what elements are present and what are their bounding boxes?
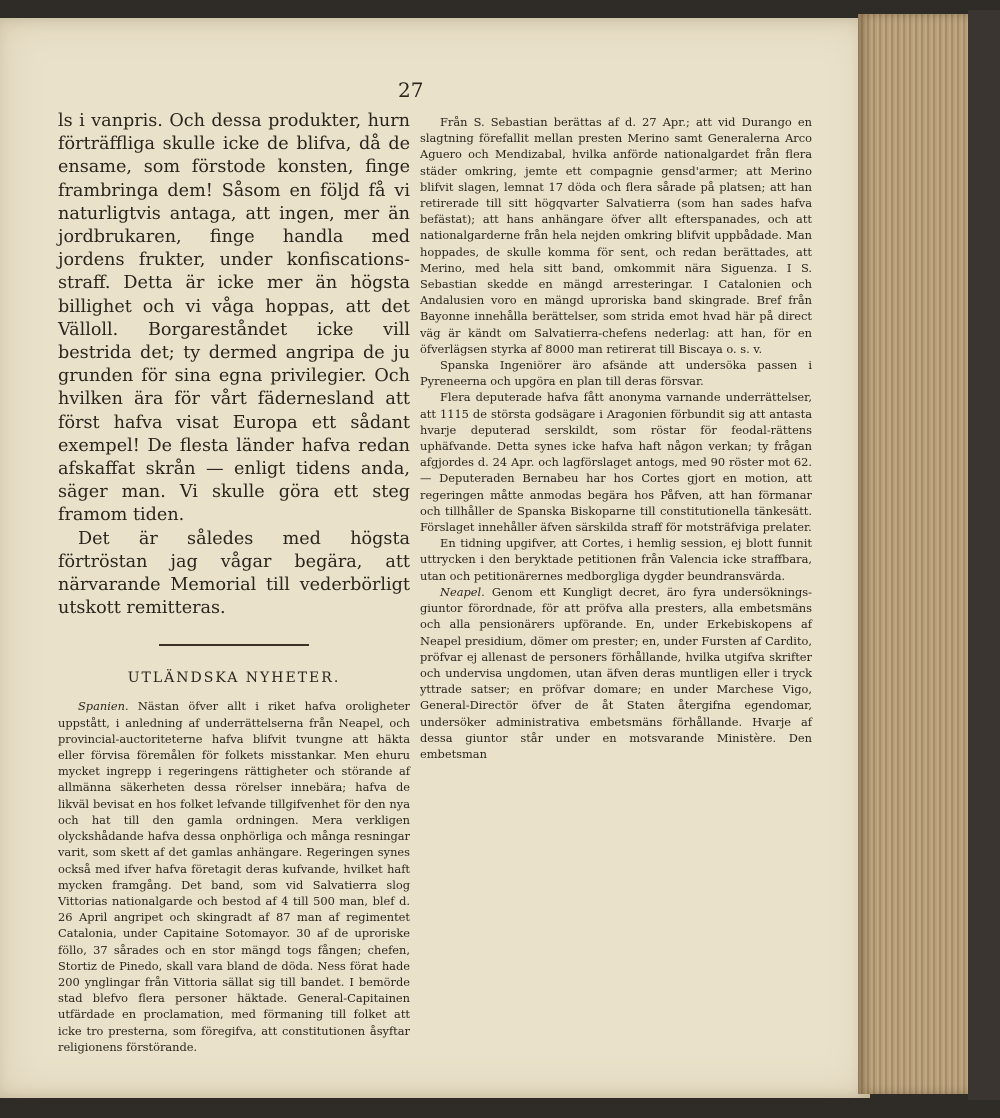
neapel-text: Genom ett Kungligt decret, äro fyra undersöknings-giuntor förordnade, för att pröfva alla presters, alla embetsmäns och alla pensionärers upförande. En, under Erkebiskopens af Neapel presidium, dömer om prester; en, under Fursten af Cardito, pröfvar ej allenast de personers förhållande, hvilka utgifva skrifter och undervisa ungdomen, utan äfven deras muntligen eller i tryck yttrade satser; en pröfvar domare; en under Marchese Vigo, General-Directör öfver de åt Staten återgifna egendomar, undersöker administrativa embetsmäns förhållande. Hvarje af dessa giuntor står under en motsvarande Ministère. Den embetsman bbox=[420, 584, 813, 761]
section-heading: UTLÄNDSKA NYHETER. bbox=[127, 670, 341, 687]
neapel-paragraph bbox=[420, 584, 812, 762]
spanien-label: Spanien. bbox=[78, 699, 129, 714]
right-column bbox=[420, 114, 812, 762]
spanien-text: Nästan öfver allt i riket hafva oroligheter uppstått, i anledning af underrättelserna från Neapel, och provincial-auctoriteterne hafva blifvit tvungne att häkta eller förvisa föremålen för folkets misstankar. Men ehuru mycket ingrepp i regeringens rättigheter och störande af allmänna säkerheten dessa rörelser innebära; hafva de likväl bevisat en hos folket lefvande tillgifvenhet för den nya och hat till den gamla ordningen. Mera verkligen olyckshådande hafva dessa onphörliga och många resningar varit, som skett af det gamlas anhängare. Regeringen synes också med ifver hafva företagit deras kufvande, hvilket haft mycken framgång. Det band, som vid Salvatierra slog Vittorias nationalgarde och bestod af 4 till 500 man, blef d. 26 April angripet och skingradt af 87 man af regimentet Catalonia, under Capitaine Sotomayor. 30 af de uproriske föllo, 37 sårades och en stor mängd togs fången; chefen, Stortiz de Pinedo, skall vara bland de döda. Ness förat hade 200 ynglingar från Vittoria sällat sig till bandet. I bemörde stad blefvo flera personer häktade. General-Capitainen utfärdade en proclamation, med förmaning till folket att icke tro presterna, som föregifva, att constitutionen åsyftar religionens förstörande. bbox=[58, 699, 411, 1054]
right-paragraph-2: Spanska Ingeniörer äro afsände att undersöka passen i Pyreneerna och upgöra en plan till deras försvar. bbox=[420, 358, 812, 389]
left-paragraph-1: ls i vanpris. Och dessa produkter, hurn förträffliga skulle icke de blifva, då de ensame, som förstode konsten, finge frambringa dem! Såsom en följd få vi naturligtvis antaga, att ingen, mer än jordbrukaren, finge handla med jordens frukter, under konfiscations-straff. Detta är icke mer än högsta billighet och vi våga hoppas, att det Välloll. Borgareståndet icke vill bestrida det; ty dermed angripa de ju grunden för sina egna privilegier. Och hvilken ära för vårt fädernesland att först hafva visat Europa ett sådant exempel! De flesta länder hafva redan afskaffat skrån — enligt tidens anda, säger man. Vi skulle göra ett steg framom tiden. bbox=[58, 111, 410, 526]
spanien-paragraph bbox=[58, 698, 410, 1054]
book-cover-edge bbox=[968, 10, 1000, 1100]
page-number: 27 bbox=[398, 78, 424, 102]
section-divider bbox=[159, 644, 309, 646]
right-paragraph-1: Från S. Sebastian berättas af d. 27 Apr.; att vid Durango en slagtning förefallit mellan presten Merino samt Generalerna Arco Aguero och Mendizabal, hvilka anförde nationalgardet från flera städer omkring, jemte ett compagnie gensd'armer; att Merino blifvit slagen, lemnat 17 döda och flera sårade på platsen; att han retirerade till sitt högqvarter Salvatierra (som han sades hafva befästat); att hans anhängare öfver allt efterspanades, och att nationalgarderne från hela nejden omkring blifvit uppbådade. Man hoppades, de skulle komma för sent, och redan berättades, att Merino, med hela sitt band, omkommit nära Siguenza. I S. Sebastian skedde en mängd arresteringar. I Catalonien och Andalusien voro en mängd uproriska band skingrade. Bref från Bayonne innehålla berättelser, som strida emot hvad här på direct väg är kändt om Salvatierra-chefens nederlag: att han, för en öfverlägsen styrka af 8000 man retirerat till Biscaya o. s. v. bbox=[420, 115, 812, 356]
page-edges bbox=[858, 14, 970, 1094]
left-column bbox=[58, 110, 410, 1055]
left-paragraph-2: Det är således med högsta förtröstan jag vågar begära, att närvarande Memorial till vederbörligt utskott remitteras. bbox=[58, 528, 410, 619]
right-paragraph-3: Flera deputerade hafva fått anonyma varnande underrättelser, att 1115 de största godsägare i Aragonien förbundit sig att antasta hvarje deputerad serskildt, som röstar för feodal-rättens uphäfvande. Detta synes icke hafva haft någon verkan; ty frågan afgjordes d. 24 Apr. och lagförslaget antogs, med 90 röster mot 62. — Deputeraden Bernabeu har hos Cortes gjort en motion, att regeringen måtte anmodas begära hos Påfven, att han förmanar och tillhåller de Spanska Biskoparne till constitutionella tänkesätt. Förslaget innehåller äfven särskilda straff för motsträfviga prelater. bbox=[420, 390, 812, 535]
neapel-label: Neapel. bbox=[440, 584, 485, 599]
right-paragraph-4: En tidning upgifver, att Cortes, i hemlig session, ej blott funnit uttrycken i den beryktade petitionen från Valencia icke straffbara, utan och petitionärernes medborgliga dygder beundransvärda. bbox=[420, 536, 812, 583]
